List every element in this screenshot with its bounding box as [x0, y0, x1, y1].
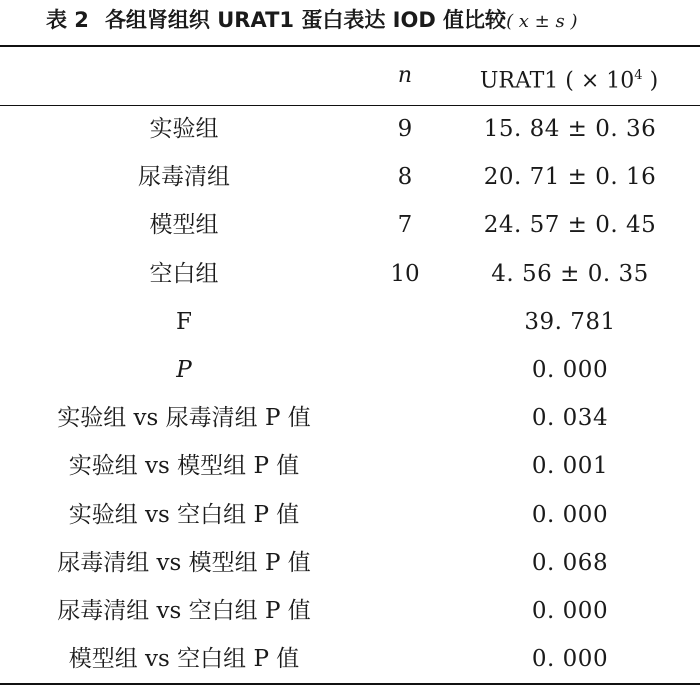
row-label: 尿毒清组 — [138, 164, 230, 191]
row-n: 7 — [397, 212, 413, 239]
table-row — [0, 491, 700, 539]
row-value: 39. 781 — [524, 308, 616, 335]
row-value: 0. 068 — [531, 549, 609, 576]
row-label: 实验组 vs 空白组 P 值 — [68, 501, 300, 528]
row-value: 24. 57 ± 0. 45 — [483, 212, 657, 239]
row-n — [370, 298, 440, 346]
row-value: 0. 000 — [531, 356, 609, 383]
row-n — [370, 539, 440, 587]
row-value: 0. 000 — [531, 597, 609, 624]
table-title: 各组肾组织 URAT1 蛋白表达 IOD 值比较 — [104, 8, 507, 32]
row-value: 0. 034 — [531, 405, 609, 432]
row-n: 8 — [397, 164, 413, 191]
row-label: 空白组 — [149, 260, 219, 287]
table-row — [0, 250, 700, 298]
row-n — [370, 587, 440, 635]
row-label: 尿毒清组 vs 模型组 P 值 — [57, 549, 311, 576]
table-row — [0, 587, 700, 635]
row-label: 模型组 vs 空白组 P 值 — [68, 646, 300, 673]
bottom-rule — [0, 683, 700, 685]
row-label: 实验组 — [149, 116, 219, 142]
header-urat1-label: URAT1 ( × 10 — [479, 68, 635, 94]
row-value: 15. 84 ± 0. 36 — [483, 116, 657, 142]
table-row — [0, 346, 700, 394]
top-rule — [0, 45, 700, 47]
row-value: 0. 001 — [531, 453, 609, 480]
row-value: 0. 000 — [531, 501, 609, 528]
row-n — [370, 491, 440, 539]
row-n — [370, 394, 440, 442]
row-label: 模型组 — [149, 212, 219, 239]
table-row — [0, 635, 700, 683]
table-row — [0, 153, 700, 201]
table-row — [0, 298, 700, 346]
table-row — [0, 201, 700, 249]
table-caption — [46, 0, 577, 40]
row-value: 0. 000 — [531, 646, 609, 673]
header-urat1 — [474, 48, 664, 104]
row-label: P — [176, 356, 192, 383]
row-n: 9 — [397, 116, 413, 142]
row-label: 实验组 vs 模型组 P 值 — [68, 453, 300, 480]
table-row — [0, 539, 700, 587]
row-value: 20. 71 ± 0. 16 — [483, 164, 657, 191]
table-body — [0, 105, 700, 683]
row-n: 10 — [390, 260, 420, 287]
header-n: n — [397, 63, 413, 88]
table-row — [0, 442, 700, 490]
row-n — [370, 635, 440, 683]
row-n — [370, 346, 440, 394]
row-value: 4. 56 ± 0. 35 — [491, 260, 649, 287]
row-label: 尿毒清组 vs 空白组 P 值 — [57, 597, 311, 624]
table-row — [0, 105, 700, 153]
table-row — [0, 394, 700, 442]
table-stat-notation: ( x ± s ) — [506, 11, 578, 32]
row-n — [370, 442, 440, 490]
header-urat1-close: ) — [642, 68, 659, 94]
header-urat1-exponent: 4 — [634, 68, 643, 83]
row-label: 实验组 vs 尿毒清组 P 值 — [57, 405, 311, 432]
row-label: F — [176, 308, 192, 335]
table-number: 表 2 — [46, 8, 89, 32]
